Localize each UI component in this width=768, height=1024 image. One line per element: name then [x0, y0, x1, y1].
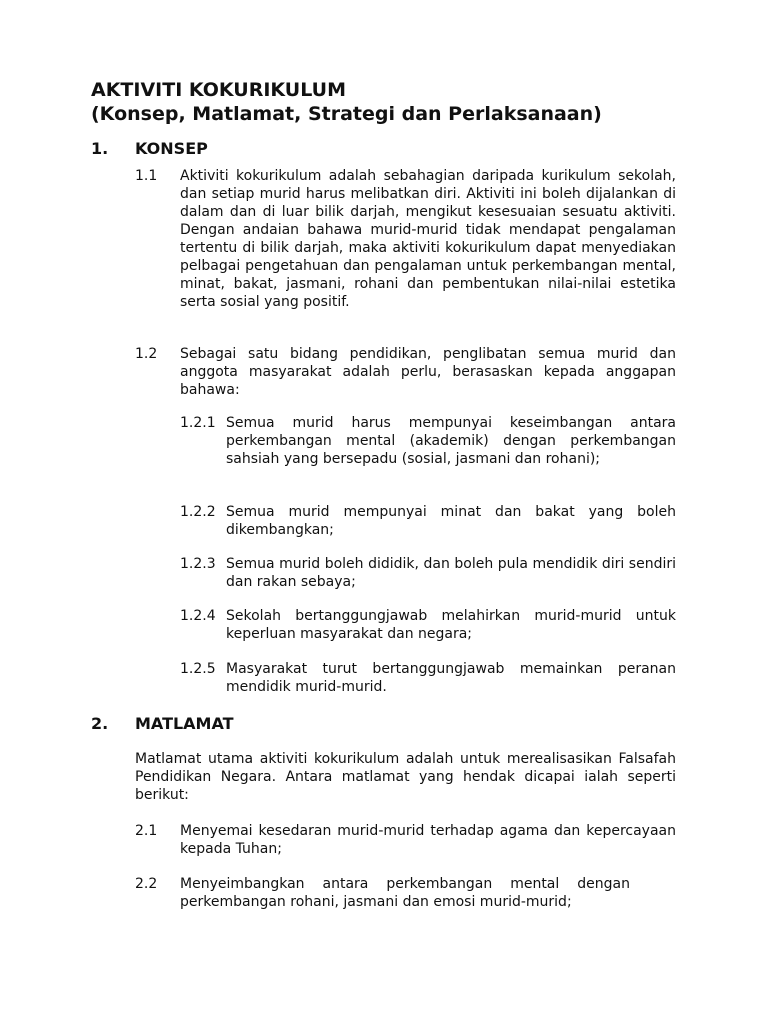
item-1-1-text: Aktiviti kokurikulum adalah sebahagian daripada kurikulum sekolah, dan setiap murid harus melibatkan diri. Aktiviti ini boleh dijalankan di dalam dan di luar bilik darjah, mengikut kesesuaian sesuatu aktiviti. Dengan andaian bahawa murid-murid tidak mendapat pengalaman tertentu di bilik darjah, maka aktiviti kokurikulum dapat menyediakan pelbagai pengetahuan dan pengalaman untuk perkembangan mental, minat, bakat, jasmani, rohani dan pembentukan nilai-nilai estetika serta sosial yang positif. — [180, 168, 676, 310]
section-1-number: 1. — [91, 139, 109, 158]
item-2-2-text: Menyeimbangkan antara perkembangan mental dengan perkembangan rohani, jasmani dan emosi murid-murid; — [180, 876, 630, 910]
section-2-number: 2. — [91, 714, 109, 733]
item-2-2-number: 2.2 — [135, 876, 158, 892]
item-1-2-text: Sebagai satu bidang pendidikan, penglibatan semua murid dan anggota masyarakat adalah perlu, berasaskan kepada anggapan bahawa: — [180, 346, 676, 398]
section-2-heading: MATLAMAT — [135, 714, 234, 733]
item-1-2-2-text: Semua murid mempunyai minat dan bakat yang boleh dikembangkan; — [226, 504, 676, 538]
item-1-2-4-number: 1.2.4 — [180, 608, 216, 624]
item-1-2-3-number: 1.2.3 — [180, 556, 216, 572]
item-1-2-3-text: Semua murid boleh dididik, dan boleh pula mendidik diri sendiri dan rakan sebaya; — [226, 556, 676, 590]
item-1-2-5-text: Masyarakat turut bertanggungjawab memainkan peranan mendidik murid-murid. — [226, 661, 676, 695]
item-1-1-number: 1.1 — [135, 168, 158, 184]
item-1-2-1-text: Semua murid harus mempunyai keseimbangan antara perkembangan mental (akademik) dengan perkembangan sahsiah yang bersepadu (sosial, jasmani dan rohani); — [226, 415, 676, 467]
document-subtitle: (Konsep, Matlamat, Strategi dan Perlaksanaan) — [91, 103, 602, 125]
item-1-2-number: 1.2 — [135, 346, 158, 362]
item-1-2-1-number: 1.2.1 — [180, 415, 216, 431]
item-1-2-2-number: 1.2.2 — [180, 504, 216, 520]
item-2-1-text: Menyemai kesedaran murid-murid terhadap agama dan kepercayaan kepada Tuhan; — [180, 823, 676, 857]
item-1-2-5-number: 1.2.5 — [180, 661, 216, 677]
section-1-heading: KONSEP — [135, 139, 208, 158]
item-2-1-number: 2.1 — [135, 823, 158, 839]
document-title: AKTIVITI KOKURIKULUM — [91, 79, 346, 101]
section-2-intro: Matlamat utama aktiviti kokurikulum adalah untuk merealisasikan Falsafah Pendidikan Negara. Antara matlamat yang hendak dicapai ialah seperti berikut: — [135, 751, 676, 803]
item-1-2-4-text: Sekolah bertanggungjawab melahirkan murid-murid untuk keperluan masyarakat dan negara; — [226, 608, 676, 642]
